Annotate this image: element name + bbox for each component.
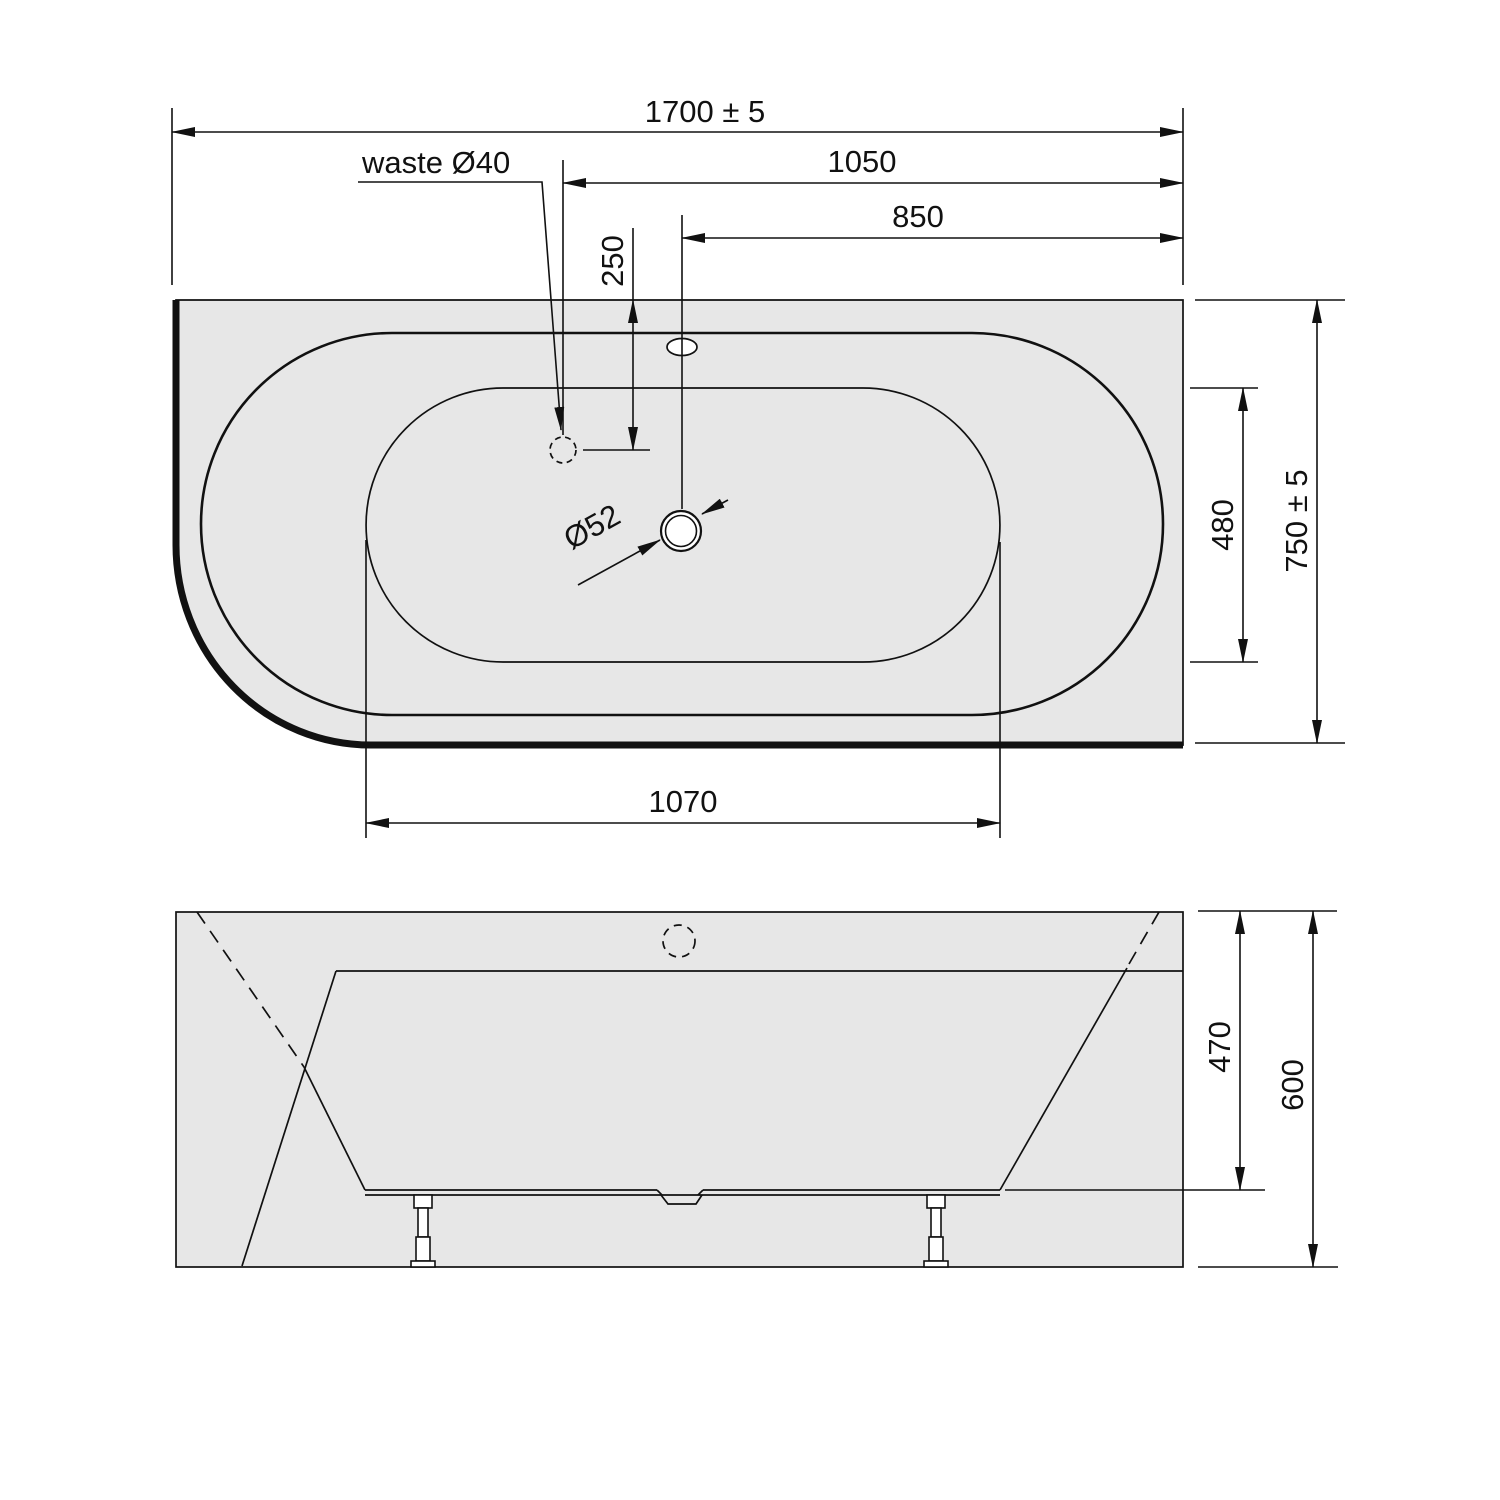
- overflow-label: Ø52: [557, 497, 627, 557]
- leg-bracket: [414, 1195, 432, 1208]
- waste-label: waste Ø40: [362, 145, 511, 180]
- plan-view: [176, 300, 1183, 745]
- dim-1700-label: 1700 ± 5: [644, 94, 766, 129]
- overflow-hole-inner: [666, 516, 697, 547]
- dim-250-label: 250: [595, 235, 630, 287]
- dim-850-label: 850: [892, 199, 944, 234]
- dim-1070-label: 1070: [648, 784, 718, 819]
- leg-foot: [416, 1237, 430, 1261]
- dim-750-label: 750 ± 5: [1279, 469, 1314, 573]
- dim-480-label: 480: [1205, 499, 1240, 551]
- tub-outline-side: [176, 912, 1183, 1267]
- leg-base: [411, 1261, 435, 1267]
- side-view: [176, 912, 1183, 1267]
- leg-stem: [418, 1208, 428, 1237]
- leg-bracket: [927, 1195, 945, 1208]
- leg-foot: [929, 1237, 943, 1261]
- leg-stem: [931, 1208, 941, 1237]
- dim-470-label: 470: [1202, 1021, 1237, 1073]
- leg-base: [924, 1261, 948, 1267]
- dim-600-label: 600: [1275, 1059, 1310, 1111]
- dim-1050-label: 1050: [827, 144, 897, 179]
